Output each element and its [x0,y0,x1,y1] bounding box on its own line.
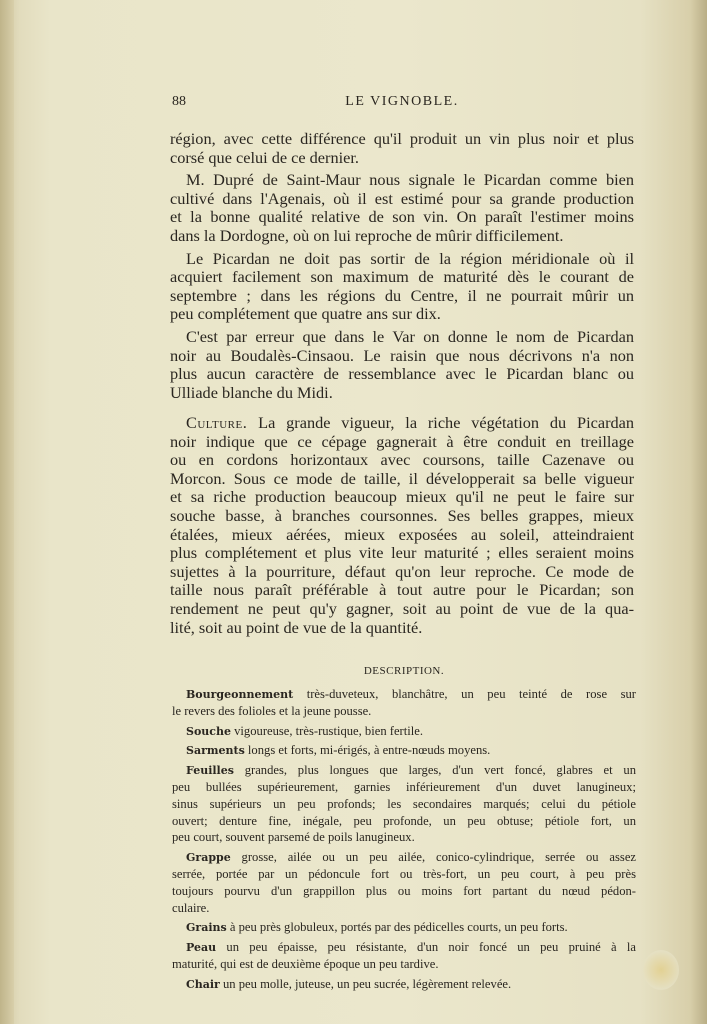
text-line [172,900,636,917]
line-text: Morcon. Sous ce mode de taille, il développerait sa belle vigueur [170,468,634,488]
line-text: un peu molle, juteuse, un peu sucrée, légèrement relevée. [219,976,512,991]
entry-term: Grains [186,921,227,935]
description-section [172,686,636,996]
line-text: grandes, plus longues que larges, d'un vert foncé, glabres et un [233,763,636,778]
text-line [170,470,634,489]
text-line [172,813,636,830]
text-line [170,433,634,452]
line-text: sujettes à la pourriture, défaut qu'on leur reproche. Ce mode de [170,561,634,581]
text-line [170,488,634,507]
line-text: grosse, ailée ou un peu ailée, conico-cylindrique, serrée ou assez [230,850,636,865]
line-text: peu bullées supérieurement, garnies inférieurement d'un duvet lanugineux; [172,779,636,794]
line-text: sinus supérieurs un peu profonds; les secondaires marqués; celui du pétiole [172,796,636,811]
text-line [170,526,634,545]
line-text: un peu épaisse, peu résistante, d'un noir foncé un peu pruiné à la [216,940,636,955]
entry-term: Chair [186,977,220,991]
text-line [172,976,636,993]
page-spine [0,0,14,1024]
line-text: culaire. [172,900,210,915]
line-text: lité, soit au point de vue de la quantité. [170,617,423,637]
entry-term: Bourgeonnement [186,688,294,701]
culture-label: Culture. [186,413,248,432]
entry-term: Sarments [186,744,245,758]
entry-term: Grappe [186,851,231,865]
line-text: serrée, portée par un pédoncule fort ou très-fort, un peu court, à peu près [172,866,636,881]
text-line [172,849,636,866]
text-line [170,563,634,582]
description-entry [172,742,636,759]
entry-term: Feuilles [186,764,234,778]
description-entry [172,976,636,993]
text-line [170,544,634,563]
paragraph [170,130,634,167]
paragraph [170,328,634,402]
line-text: taille nous paraît préférable à tout autre pour le Picardan; son [170,580,634,600]
body-text [170,130,634,406]
text-line: région, avec cette différence qu'il produit un vin plus noir et plus [170,129,634,148]
description-entry [172,849,636,916]
entry-term: Peau [186,941,217,955]
line-text: vigoureuse, très-rustique, bien fertile. [230,723,423,738]
text-line [172,866,636,883]
text-line [170,619,634,638]
line-text: étalées, mieux aérées, mieux exposées au soleil, atteindraient [170,524,634,544]
text-line [172,829,636,846]
description-entry [172,919,636,936]
line-text: plus complétement et plus vite leur maturité ; elles seraient moins [170,543,634,563]
line-text: peu court, souvent parsemé de poils lanugineux. [172,830,415,845]
text-line [172,742,636,759]
text-line: et la bonne qualité relative de son vin. On paraît l'estimer moins [170,207,634,227]
text-line [172,779,636,796]
text-line [170,600,634,619]
text-line [172,883,636,900]
line-text: ouvert; denture fine, inégale, peu profonde, un peu obtuse; pétiole fort, un [172,813,636,828]
description-entry [172,939,636,973]
line-text: La grande vigueur, la riche végétation du Picardan [247,413,634,432]
text-line [172,686,636,703]
line-text: à peu près globuleux, portés par des pédicelles courts, un peu forts. [226,920,568,935]
text-line [172,723,636,740]
text-line: C'est par erreur que dans le Var on donne le nom de Picardan [186,326,634,346]
line-text: le revers des folioles et la jeune pousse. [172,703,372,718]
paragraph [170,171,634,245]
line-text: toujours pourvu d'un grappillon plus ou moins fort partant du nœud pédon- [172,883,636,898]
culture-section [170,414,634,637]
description-entry [172,686,636,720]
text-line [172,703,636,720]
text-line [170,581,634,600]
text-line: plus aucun caractère de ressemblance avec le Picardan blanc ou [170,364,634,384]
page-number: 88 [172,94,186,109]
text-line [172,796,636,813]
paragraph [170,250,634,324]
page-header [172,94,632,114]
text-line: noir au Boudalès-Cinsaou. Le raisin que nous décrivons n'a non [170,345,634,365]
description-heading: DESCRIPTION. [363,665,445,677]
line-text: et sa riche production beaucoup mieux qu'il ne peut le faire sur [170,487,634,507]
line-text: souche basse, à branches coursonnes. Ses belles grappes, mieux [170,505,634,525]
line-text: rendement ne peut qu'y gagner, soit au point de vue de la qua- [170,598,634,618]
page-stain [643,950,679,990]
text-line [172,919,636,936]
text-line [170,451,634,470]
text-line: dans la Dordogne, où on lui reproche de mûrir difficilement. [170,225,564,245]
line-text: longs et forts, mi-érigés, à entre-nœuds moyens. [244,743,491,758]
line-text: ou en cordons horizontaux avec coursons, taille Cazenave ou [170,450,634,470]
text-line: septembre ; dans les régions du Centre, il ne pourrait mûrir un [170,285,634,305]
text-line: M. Dupré de Saint-Maur nous signale le Picardan comme bien [186,170,634,190]
text-line: corsé que celui de ce dernier. [170,147,359,167]
text-line: acquiert facilement son maximum de maturité dès le courant de [170,267,634,287]
text-line: Ulliade blanche du Midi. [170,382,333,402]
description-entry [172,762,636,846]
text-line [170,414,634,433]
line-text: noir indique que ce cépage gagnerait à être conduit en treillage [170,431,634,451]
text-line [172,956,636,973]
text-line [170,507,634,526]
text-line [172,939,636,956]
text-line: Le Picardan ne doit pas sortir de la région méridionale où il [186,248,634,268]
text-line: cultivé dans l'Agenais, où il est estimé pour sa grande production [170,188,634,208]
text-line [172,762,636,779]
running-title: LE VIGNOBLE. [345,94,459,109]
text-line: peu complétement que quatre ans sur dix. [170,304,441,324]
line-text: très-duveteux, blanchâtre, un peu teinté de rose sur [293,687,636,701]
entry-term: Souche [186,724,231,738]
line-text: maturité, qui est de deuxième époque un peu tardive. [172,956,439,971]
description-entry [172,723,636,740]
